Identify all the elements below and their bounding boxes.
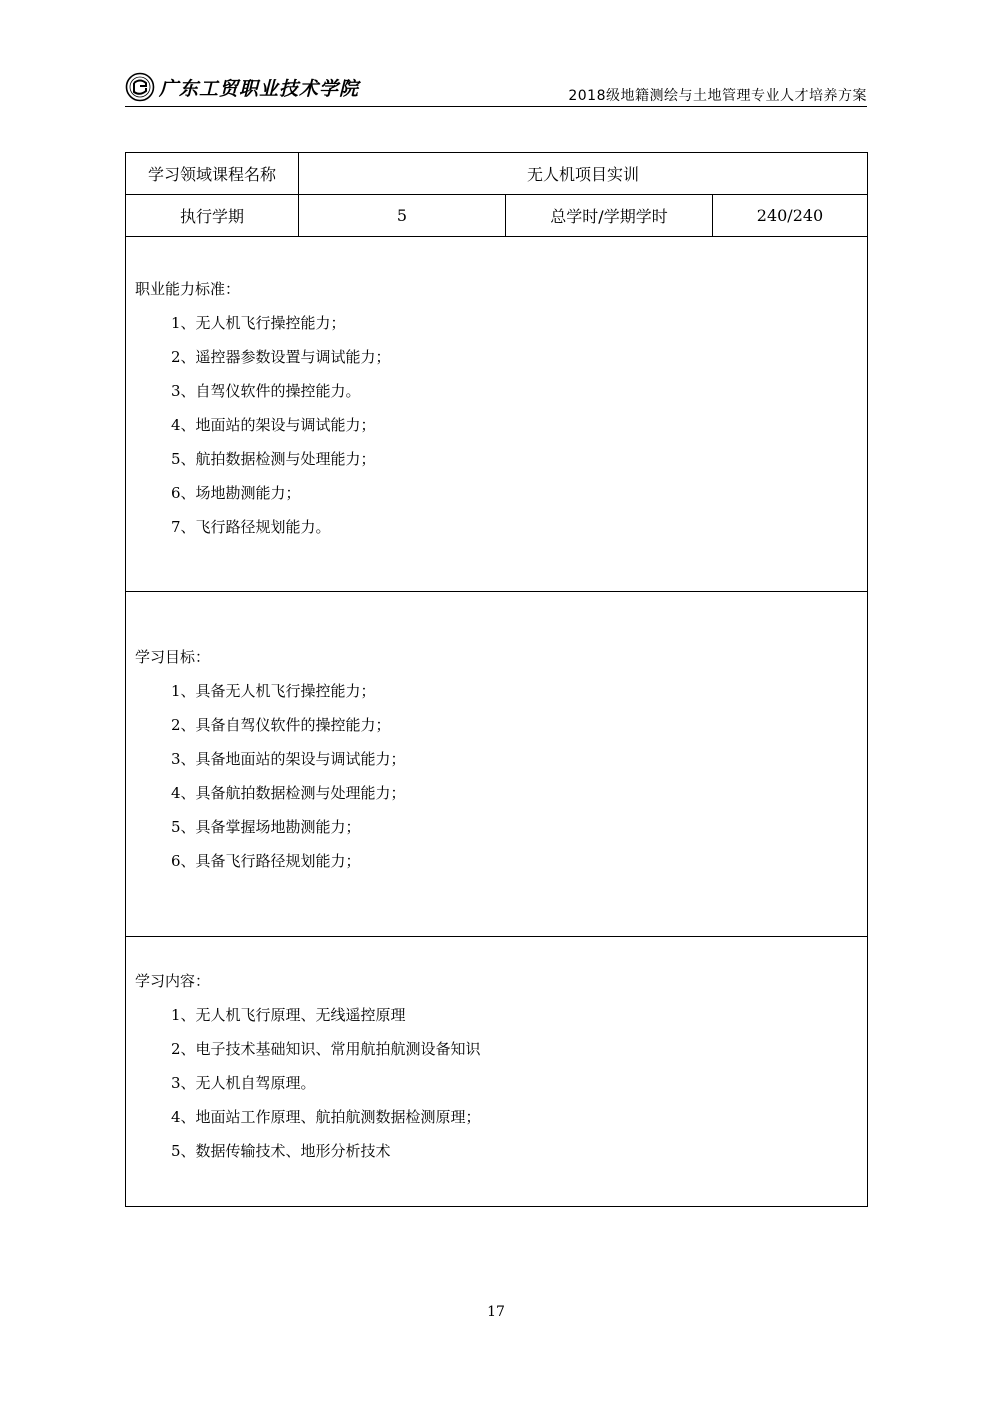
competency-section [126,237,868,592]
list-item: 3、无人机自驾原理。 [171,1074,316,1092]
list-item: 4、具备航拍数据检测与处理能力； [171,784,406,802]
list-item: 3、自驾仪软件的操控能力。 [171,382,361,400]
hours-label: 总学时/学期学时 [506,195,713,237]
list-item: 5、数据传输技术、地形分析技术 [171,1142,391,1160]
objectives-title: 学习目标： [135,648,211,666]
school-name: 广东工贸职业技术学院 [159,77,360,100]
course-name-value: 无人机项目实训 [299,153,868,195]
list-item: 2、具备自驾仪软件的操控能力； [171,716,391,734]
list-item: 1、无人机飞行原理、无线遥控原理 [171,1006,406,1024]
course-name-label: 学习领域课程名称 [126,153,299,195]
semester-label: 执行学期 [126,195,299,237]
list-item: 5、具备掌握场地勘测能力； [171,818,361,836]
list-item: 4、地面站的架设与调试能力； [171,416,376,434]
competency-title: 职业能力标准： [135,280,241,298]
hours-value: 240/240 [713,195,868,237]
semester-row [126,195,868,237]
page-number: 17 [487,1304,505,1320]
content-row [126,937,868,1207]
list-item: 1、无人机飞行操控能力； [171,314,346,332]
document-title: 2018级地籍测绘与土地管理专业人才培养方案 [568,88,867,104]
list-item: 4、地面站工作原理、航拍航测数据检测原理； [171,1108,481,1126]
page-header [125,68,867,107]
course-name-row [126,153,868,195]
content-title: 学习内容： [135,972,211,990]
list-item: 5、航拍数据检测与处理能力； [171,450,376,468]
school-logo [125,72,359,102]
list-item: 6、场地勘测能力； [171,484,301,502]
list-item: 1、具备无人机飞行操控能力； [171,682,376,700]
course-table [125,152,868,1207]
semester-value: 5 [299,195,506,237]
list-item: 3、具备地面站的架设与调试能力； [171,750,406,768]
competency-row [126,237,868,592]
content-section [126,937,868,1207]
school-emblem-icon [125,72,155,102]
list-item: 7、飞行路径规划能力。 [171,518,331,536]
list-item: 6、具备飞行路径规划能力； [171,852,361,870]
list-item: 2、遥控器参数设置与调试能力； [171,348,391,366]
objectives-section [126,592,868,937]
objectives-row [126,592,868,937]
list-item: 2、电子技术基础知识、常用航拍航测设备知识 [171,1040,481,1058]
